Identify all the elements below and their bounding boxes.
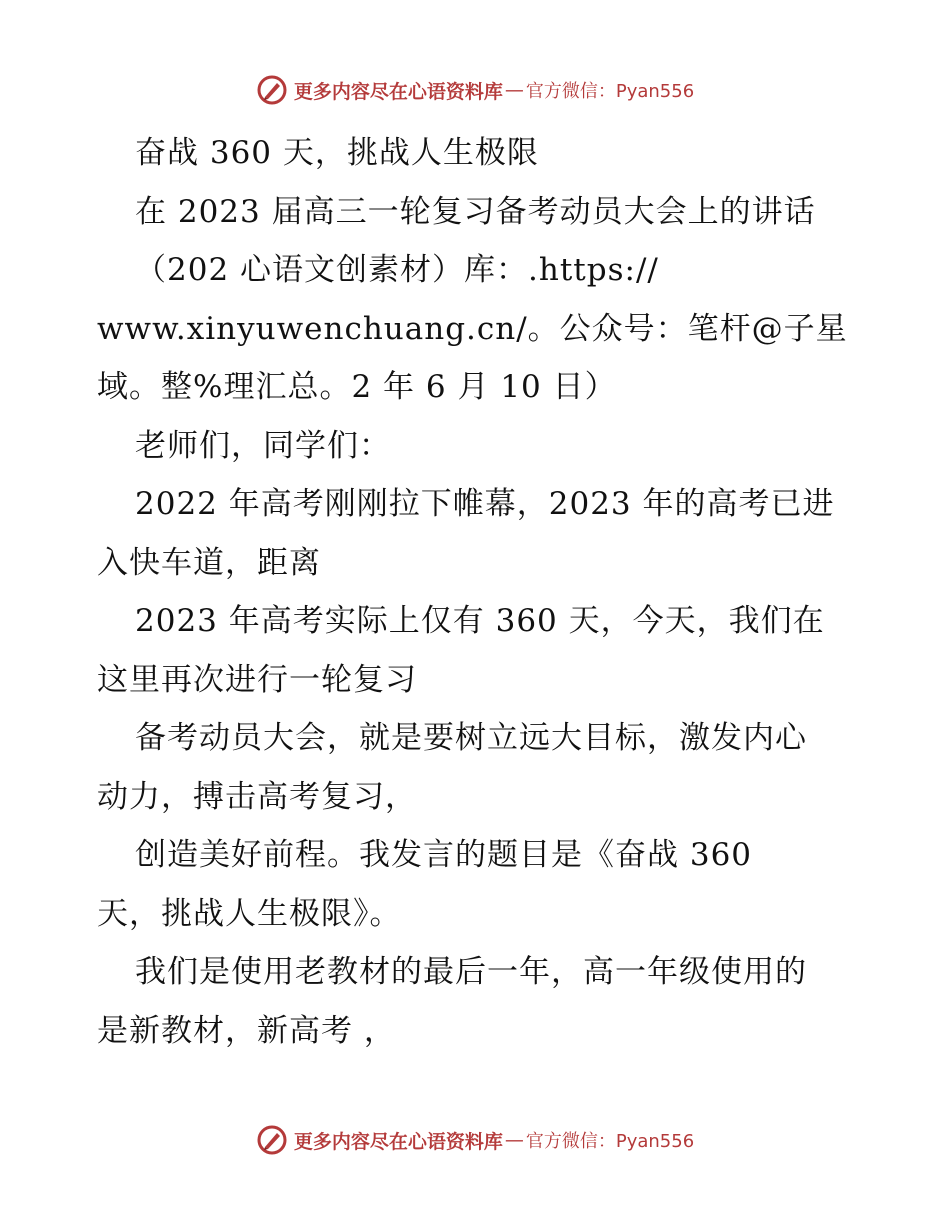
- text-line: 是新教材，新高考 ，: [97, 1012, 396, 1049]
- text-line: 动力，搏击高考复习，: [97, 778, 417, 815]
- text-line: 在 2023 届高三一轮复习备考动员大会上的讲话: [135, 193, 816, 230]
- text-line: 备考动员大会，就是要树立远大目标，激发内心: [135, 720, 807, 756]
- text-line: 创造美好前程。我发言的题目是《奋战 360: [135, 837, 753, 873]
- document-body: [97, 124, 857, 1060]
- text-line: （202 心语文创素材）库：.https://: [135, 252, 659, 288]
- text-line: 域。整%理汇总。2 年 6 月 10 日）: [97, 369, 617, 405]
- text-line: 入快车道，距离: [97, 544, 321, 581]
- text-line: 老师们，同学们：: [135, 427, 391, 464]
- text-line: 我们是使用老教材的最后一年，高一年级使用的: [135, 954, 807, 990]
- banner-text: 更多内容尽在心语资料库: [293, 1130, 503, 1153]
- text-line: www.xinyuwenchuang.cn/。公众号：笔杆@子星: [97, 310, 848, 347]
- text-line: 2022 年高考刚刚拉下帷幕，2023 年的高考已进: [135, 486, 835, 522]
- footer-banner: [0, 1120, 950, 1160]
- pen-logo-icon: [256, 74, 288, 106]
- banner-wechat: 官方微信：Pyan556: [525, 81, 695, 102]
- text-line: 奋战 360 天，挑战人生极限: [135, 135, 539, 171]
- banner-text: 更多内容尽在心语资料库: [293, 80, 503, 103]
- banner-dash: —: [504, 79, 524, 101]
- text-line: 2023 年高考实际上仅有 360 天，今天，我们在: [135, 603, 825, 639]
- text-line: 天，挑战人生极限》。: [97, 895, 402, 932]
- banner-wechat: 官方微信：Pyan556: [525, 1131, 695, 1152]
- text-line: 这里再次进行一轮复习: [97, 661, 417, 698]
- banner-dash: —: [504, 1129, 524, 1151]
- header-banner: [0, 70, 950, 110]
- pen-logo-icon: [256, 1124, 288, 1156]
